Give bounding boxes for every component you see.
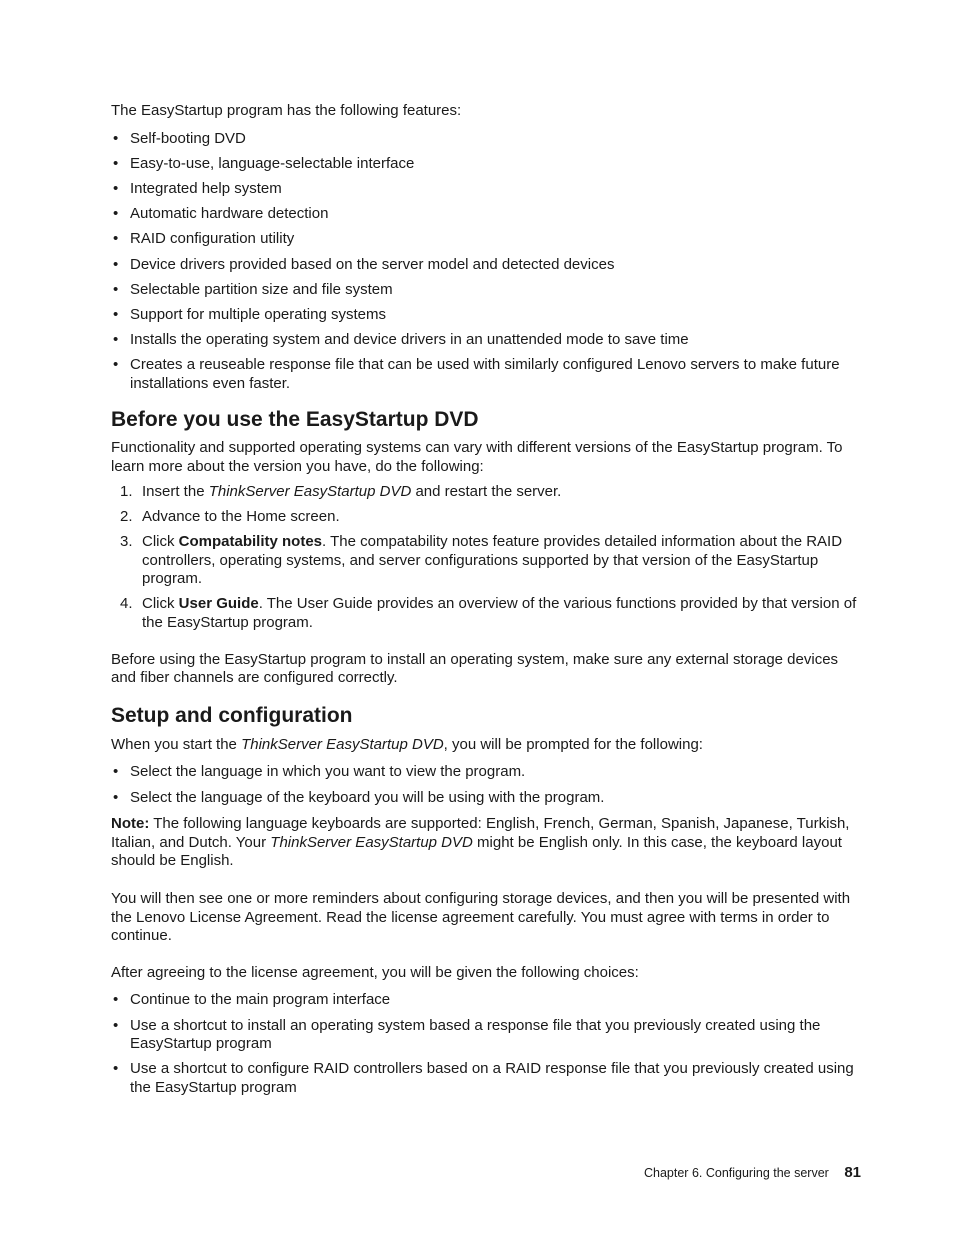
- note-text: The following language keyboards are supported: English, French, German, Spanish, Japanese, Turkish, Italian, and Dutch. Your: [111, 815, 850, 851]
- list-item: • Creates a reuseable response file that can be used with similarly configured Lenovo servers to make future installations even faster.: [111, 356, 861, 393]
- list-item: • Automatic hardware detection: [111, 205, 861, 224]
- step-item: [111, 595, 861, 632]
- list-item: • Use a shortcut to install an operating system based a response file that you previously created using the EasyStartup program: [111, 1017, 861, 1054]
- list-item: • RAID configuration utility: [111, 230, 861, 249]
- step-text: Insert the: [142, 482, 209, 500]
- list-item: • Use a shortcut to configure RAID controllers based on a RAID response file that you previously created using the EasyStartup program: [111, 1060, 861, 1097]
- list-item: • Selectable partition size and file system: [111, 281, 861, 300]
- page-footer: [644, 1164, 861, 1182]
- chapter-title: Chapter 6. Configuring the server: [644, 1166, 829, 1180]
- step-text: Click: [142, 533, 179, 551]
- section2-intro: [111, 736, 861, 755]
- note-text: might be English only. In this case, the keyboard layout should be English.: [111, 833, 842, 870]
- section-heading-setup: Setup and configuration: [111, 703, 353, 727]
- list-item: • Device drivers provided based on the server model and detected devices: [111, 256, 861, 275]
- section1-paragraph: Functionality and supported operating systems can vary with different versions of the EasyStartup program. To learn more about the version you have, do the following:: [111, 439, 843, 476]
- product-name: ThinkServer EasyStartup DVD: [241, 735, 444, 753]
- product-name: ThinkServer EasyStartup DVD: [208, 482, 412, 500]
- note-paragraph: [111, 815, 861, 871]
- list-item: • Easy-to-use, language-selectable interface: [111, 155, 861, 174]
- list-item: • Integrated help system: [111, 180, 861, 199]
- list-item: • Support for multiple operating systems: [111, 306, 861, 325]
- note-label: Note:: [111, 815, 150, 833]
- list-item: • Self-booting DVD: [111, 130, 861, 149]
- step-text: and restart the server.: [411, 482, 562, 500]
- section-heading-before-use: Before you use the EasyStartup DVD: [111, 408, 479, 432]
- step-number: 2.: [120, 507, 133, 525]
- list-item: • Installs the operating system and device drivers in an unattended mode to save time: [111, 331, 861, 350]
- intro-text: When you start the: [111, 735, 242, 753]
- list-item: • Select the language of the keyboard you will be using with the program.: [111, 789, 861, 808]
- prompts-list: [111, 763, 861, 807]
- step-number: 3.: [120, 533, 133, 551]
- step-number: 4.: [120, 595, 133, 613]
- steps-list: [111, 483, 861, 633]
- page-content: [111, 102, 861, 1104]
- after-agree-paragraph: After agreeing to the license agreement, you will be given the following choices:: [111, 963, 639, 981]
- reminders-paragraph: You will then see one or more reminders about configuring storage devices, and then you will be presented with the Lenovo License Agreement. Read the license agreement carefully. You must agree with terms in order to continue.: [111, 889, 851, 945]
- step-item: [111, 483, 861, 502]
- product-name: ThinkServer EasyStartup DVD: [270, 833, 473, 851]
- page-number: 81: [844, 1164, 861, 1181]
- step-text: Advance to the Home screen.: [142, 507, 340, 525]
- step-text: . The User Guide provides an overview of the various functions provided by that version of the EasyStartup program.: [142, 595, 857, 631]
- step-item: [111, 533, 861, 589]
- features-list: [111, 130, 861, 394]
- step-text: . The compatability notes feature provides detailed information about the RAID controllers, operating systems, and server configurations supported by that version of the EasyStartup program.: [142, 533, 843, 588]
- list-item: • Select the language in which you want to view the program.: [111, 763, 861, 782]
- section1-after: Before using the EasyStartup program to install an operating system, make sure any external storage devices and fiber channels are configured correctly.: [111, 650, 839, 687]
- ui-term: User Guide: [178, 595, 259, 613]
- list-item: • Continue to the main program interface: [111, 991, 861, 1010]
- ui-term: Compatability notes: [178, 533, 323, 551]
- step-text: Click: [142, 595, 179, 613]
- step-number: 1.: [120, 482, 133, 500]
- intro-text: , you will be prompted for the following:: [443, 735, 703, 753]
- choices-list: [111, 991, 861, 1097]
- step-item: [111, 508, 861, 527]
- features-intro: The EasyStartup program has the following features:: [111, 102, 462, 119]
